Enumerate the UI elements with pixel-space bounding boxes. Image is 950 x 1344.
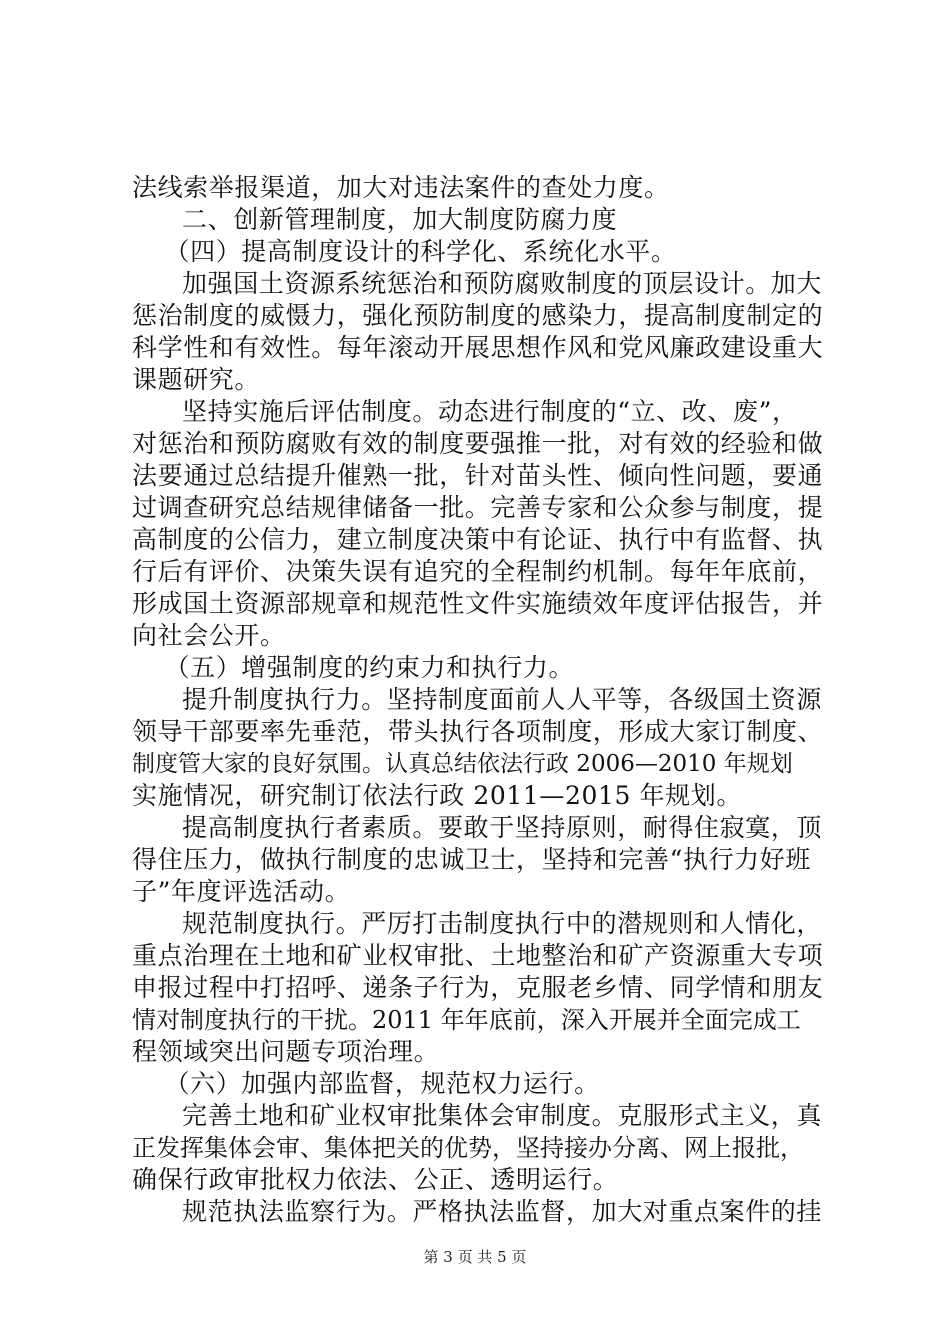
text-line: 规范制度执行。严厉打击制度执行中的潜规则和人情化， (182, 909, 823, 938)
text-line: 程领域突出问题专项治理。 (132, 1037, 440, 1066)
text-line: 子”年度评选活动。 (132, 877, 351, 906)
text-line: 重点治理在土地和矿业权审批、土地整治和矿产资源重大专项 (132, 941, 824, 970)
text-line: 规范执法监察行为。严格执法监督，加大对重点案件的挂 (182, 1197, 823, 1226)
text-line: 高制度的公信力，建立制度决策中有论证、执行中有监督、执 (132, 525, 824, 554)
text-line: 形成国土资源部规章和规范性文件实施绩效年度评估报告，并 (132, 589, 824, 618)
text-line: （四）提高制度设计的科学化、系统化水平。 (164, 237, 677, 266)
page-footer: 第 3 页 共 5 页 (423, 1248, 527, 1266)
text-line: 二、创新管理制度，加大制度防腐力度 (182, 205, 618, 234)
text-line: 过调查研究总结规律储备一批。完善专家和公众参与制度，提 (132, 493, 824, 522)
text-line: 领导干部要率先垂范，带头执行各项制度，形成大家订制度、 (132, 717, 824, 746)
text-line: 提高制度执行者素质。要敢于坚持原则，耐得住寂寞，顶 (182, 813, 823, 842)
text-line: 法要通过总结提升催熟一批，针对苗头性、倾向性问题，要通 (132, 461, 824, 490)
text-line: 课题研究。 (132, 365, 261, 394)
text-line: 确保行政审批权力依法、公正、透明运行。 (132, 1165, 619, 1194)
text-line: 实施情况，研究制订依法行政 2011—2015 年规划。 (132, 781, 742, 810)
text-line: （六）加强内部监督，规范权力运行。 (164, 1069, 600, 1098)
text-line: 正发挥集体会审、集体把关的优势，坚持接办分离、网上报批， (132, 1134, 804, 1162)
document-body (132, 172, 832, 1228)
text-line: 科学性和有效性。每年滚动开展思想作风和党风廉政建设重大 (132, 333, 824, 362)
text-line: 行后有评价、决策失误有追究的全程制约机制。每年年底前， (132, 557, 824, 586)
text-line: 制度管大家的良好氛围。认真总结依法行政 2006—2010 年规划 (132, 751, 793, 777)
text-line: 情对制度执行的干扰。2011 年年底前，深入开展并全面完成工 (132, 1006, 801, 1034)
text-line: 坚持实施后评估制度。动态进行制度的“立、改、废”， (182, 397, 798, 426)
text-line: （五）增强制度的约束力和执行力。 (164, 653, 575, 682)
text-line: 提升制度执行力。坚持制度面前人人平等，各级国土资源 (182, 685, 823, 714)
text-line: 向社会公开。 (132, 621, 286, 650)
text-line: 申报过程中打招呼、递条子行为，克服老乡情、同学情和朋友 (132, 973, 824, 1002)
text-line: 对惩治和预防腐败有效的制度要强推一批，对有效的经验和做 (132, 429, 824, 458)
text-line: 得住压力，做执行制度的忠诚卫士，坚持和完善“执行力好班 (132, 845, 811, 874)
text-line: 惩治制度的威慑力，强化预防制度的感染力，提高制度制定的 (132, 301, 824, 330)
text-line: 加强国土资源系统惩治和预防腐败制度的顶层设计。加大 (182, 269, 823, 298)
text-line: 法线索举报渠道，加大对违法案件的查处力度。 (132, 173, 670, 202)
text-line: 完善土地和矿业权审批集体会审制度。克服形式主义，真 (182, 1101, 823, 1130)
